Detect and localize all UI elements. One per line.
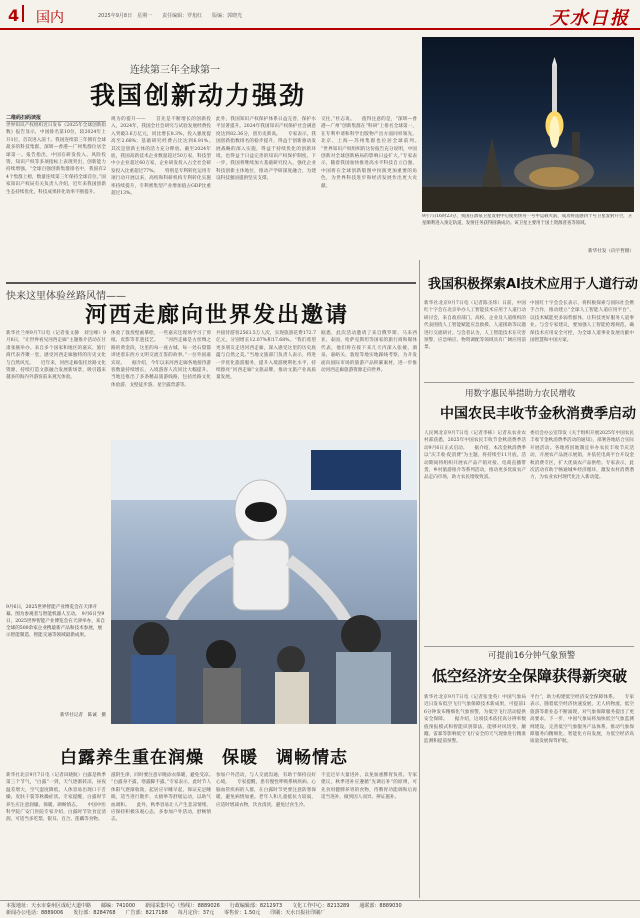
- photo1-credit: 新华社发（向宇哲摄）: [588, 249, 634, 254]
- page-header: [0, 0, 640, 30]
- story3-col2: 滋阴生津，同时要注意早晚添衣保暖，避免受凉。 “白露身不露，寒露脚不露。”专家表示，此时节人体阳气逐渐收敛，起居应早睡早起，保证充足睡眠，适当进行散步、太极拳等舒缓运动，以助气血调和。 此外，秋季容易让人产生悲凉情绪，应保持积极乐观心态，多参加户外活动，舒畅情志。: [111, 773, 211, 823]
- footer-line-1: 本报地址：天水市秦州区成纪大道中路 邮编：741000 新闻采集中心（热线）：8889026 行政编辑部：8212973 文化工作中心：8213289 通联部：8889030: [6, 903, 402, 909]
- section-name: 国内: [36, 10, 64, 26]
- footer-line-2: 新闻办公电话：8889006 发行部：8284768 广告部：8217188 每月定价：37元 零售价：1.50元 印刷：天水日报社印刷厂: [6, 910, 326, 916]
- story3-col4: 不宜过早大量进补，以免加重脾胃负担。专家建议，秋季进补应遵循“先调后补”的原则，可先食用健脾养胃的食物，待脾胃功能调和后再适当进补，做到因人而异、辨证施补。: [321, 773, 417, 801]
- story5-col2: 委员会办公室印发《关于组织开展2025年中国农民丰收节金秋消费季活动的通知》，部署各地结合实际开展活动。各地将因地制宜举办农民丰收节庆活动，开展农产品展示展销，并依托电商平台开设金秋消费专区，扩大优质农产品供给。专家表示，此次活动有助于畅通城乡经济循环，激发农村消费潜力，为农业农村现代化注入新动能。: [530, 431, 634, 481]
- story5-headline: 中国农民丰收节金秋消费季启动: [440, 406, 636, 422]
- section-divider-2: [424, 382, 634, 383]
- story3-col3: 参加户外活动，与人交流沟通，有助于保持良好心境。 专家提醒，患有慢性呼吸系统疾病、心脑血管疾病的人群，在白露时节更要注意防寒保暖，避免病情加重。老年人和儿童抵抗力较弱，应适时增减衣物，饮食清淡，避免过食生冷。: [216, 773, 316, 808]
- story4-headline: 我国积极探索AI技术应用于人道行动: [428, 277, 638, 292]
- issue-meta: 2025年9月8日 星期一 责任编辑：罗旭红 版编：郭晓光: [98, 13, 243, 19]
- column-divider: [419, 260, 420, 898]
- page-footer: [0, 900, 640, 918]
- story6-headline: 低空经济安全保障获得新突破: [432, 667, 628, 685]
- page-number: 4: [8, 6, 20, 25]
- story1-col4: 交往，”杜志说。 值得注意的是，“深圳—香港—广州”创新集群在“科研”上排名全球第一，在专利申请和科学出版物产出方面同样领先。北京、上海—苏州集群也位居全球前列。 “世界知识产权组织的这份报告充分说明，中国创新对全球创新格局的影响日益扩大。”专家表示，随着我国加快推进高水平科技自立自强，中国将在全球创新版图中扮演更加重要的角色，为世界科技进步和经济发展作出更大贡献。: [321, 117, 417, 189]
- story3-col1: 新华社北京9月7日电（记者田晓航）白露是秋季第三个节气，“白露”一到，天气逐渐转凉，昼夜温差增大，空气湿度降低，人体容易出现口干舌燥、皮肤干裂等秋燥症状。专家提醒，白露时节养生应注意润燥、保暖、调畅情志。 中国中医科学院广安门医院专家介绍，白露时节饮食宜清润，可适当多吃梨、银耳、百合、莲藕等食物。: [6, 773, 106, 823]
- story1-kicker: 连续第三年全球第一: [130, 65, 220, 76]
- section-divider-3: [424, 646, 634, 647]
- story1-col1: 世界知识产权组织近日发布《2025年全球创新指数》报告显示，中国排名第10位，较2024年上升1位，首次进入前十。我国连续第三年拥有全球最多的科技集群，深圳—香港—广州集群位居全球第一。报告指出，中国在研发投入、风险投资、知识产权等多项指标上表现突出，创新能力持续增强。“全球百强创新集群排名中，我国有24个集群上榜，数量连续第三年保持全球首位。”国家知识产权局有关负责人介绍，近年来我国创新生态持续优化，科技成果转化效率不断提升。: [6, 123, 106, 195]
- photo2-credit: 新华社记者 陈诚 摄: [60, 713, 106, 718]
- story1-col2: 规为的提升—— 首先是不断增长的创新投入，2024年，我国全社会研究与试验发展经费投入突破3.6万亿元，同比增长8.3%，投入强度提高至2.68%；基础研究经费占比达到6.91%。 其次是创新主体的活力充分释放。截至2024年底，我国高新技术企业数量超过50万家，科技型中小企业超过60万家，企业研发投入占全社会研发投入比重超过77%。 特别是专利转化运用专项行动开展以来，高校和科研机构专利转化实施率持续提升，专利密集型产业增加值占GDP比重超过13%。: [111, 117, 211, 197]
- story3-headline: 白露养生重在润燥 保暖 调畅情志: [60, 748, 348, 768]
- story6-col1: 新华社北京9月7日电（记者张金英）中国气象局近日发布低空飞行气象保障技术新成果，可提前16分钟发布精细化气象预警，为低空飞行活动提供安全保障。 据介绍，这项技术依托高分辨率数值预报模式和智能识别算法，能够对风切变、颠簸、雷暴等影响低空飞行安全的天气现象进行精准监测和提前预警。: [424, 695, 526, 745]
- story6-kicker: 可提前16分钟气象预警: [488, 651, 576, 661]
- story2-headline: 河西走廊向世界发出邀请: [85, 303, 350, 328]
- masthead-logo: 天水日报: [550, 8, 630, 29]
- story2-col1: 新华社兰州9月7日电（记者张文静 刘宝峰）9月6日，“让世界看见河西走廊”主题推介活动在甘肃张掖举办。来自多个国家和地区的嘉宾、旅行商代表齐聚一堂，感受河西走廊独特的历史文化与自然风光。 近年来，河西走廊依托丝路文化资源，持续打造文旅融合发展新场景，吸引越来越多的海内外游客前来观光体验。: [6, 331, 106, 381]
- photo2-caption: 9月6日，2025世界智能产业博览会在天津开幕。图为参观者与智能机器人互动。 9月6日至9日，2025世界智能产业博览会在天津举办，来自全球的500余家企业携最新产品和技术参展，展示智能制造、智能交通等领域最新成果。: [6, 605, 105, 638]
- header-divider: [22, 5, 24, 22]
- story6-col2: 平台”，助力构建低空经济安全保障体系。 专家表示，随着低空经济快速发展，无人机物流、低空旅游等新业态不断涌现，对气象保障服务提出了更高要求。下一步，中国气象局将加快低空气象监测网建设，完善低空气象服务产品体系，推动气象保障服务向精细化、智能化方向发展，为低空经济高质量发展保驾护航。: [530, 695, 634, 745]
- story5-kicker: 用数字惠民举措助力农民增收: [465, 389, 576, 399]
- story4-col1: 新华社北京9月7日电（记者陈圣炜）日前，中国红十字会在北京举办人工智能技术应用于人道行动研讨会，来自政府部门、高校、企业及人道组织的代表围绕人工智能赋能应急救援、人道援助等议题进行交流研讨。与会者认为，人工智能技术在灾害预警、应急响应、物资调配等领域具有广阔应用前景。: [424, 301, 526, 351]
- story1-col3: 此外，我国知识产权保护体系日益完善，保护水平显著提升。2024年我国知识产权保护社会满意度达到82.36分，创历史新高。 专家表示，我国创新指数排名的稳步提升，得益于创新驱动发展战略的深入实施，得益于持续优化的创新环境，也得益于日益完善的知识产权保护制度。下一步，我国将继续加大基础研究投入，强化企业科技创新主体地位，推动产学研深度融合，为建设科技强国提供坚实支撑。: [216, 117, 316, 182]
- photo1-caption: 9月7日16时23分，我国在酒泉卫星发射中心使用快舟一号甲运载火箭，成功将遥感四十号卫星发射升空，卫星顺利进入预定轨道，发射任务获得圆满成功。该卫星主要用于国土资源普查等领域。: [422, 214, 632, 226]
- story2-col3: 共接待游客2563.5万人次，实现旅游花费172.7亿元，分别增长12.07%和17.68%。“我们希望更多朋友走进河西走廊，深入感受这里的历史底蕴与自然之美。”当地文旅部门负责人表示，将进一步优化旅游服务，提升入境游便利化水平，持续擦亮“河西走廊”文旅品牌，推动文旅产业高质量发展。: [216, 331, 316, 381]
- story5-col1: 人民网北京9月7日电（记者李栋）记者从农业农村部获悉，2025年中国农民丰收节金秋消费季活动9月6日正式启动。 据介绍，本次金秋消费季以“庆丰收·促消费”为主题，将持续至11月底，活动期间将组织开展农产品产销对接、电商直播带货、乡村旅游推介等系列活动，推动更多优质农产品走向市场，助力农民增收致富。: [424, 431, 526, 481]
- story4-col2: 中国红十字会会长表示，将积极探索与国际社会携手合作，推动建立“全球人工智能人道应用平台”，以技术赋能更多弱势群体，让科技更好服务人道事业。与会专家建议，要加强人工智能伦理规范，确保技术应用安全可控，为全球人道事业发展贡献中国智慧和中国方案。: [530, 301, 634, 344]
- story2-col4: 据悉，此次活动邀请了来自俄罗斯、马来西亚、泰国、哈萨克斯坦等国家的旅行商和媒体代表，他们将在接下来几天内深入张掖、酒泉、嘉峪关、敦煌等地实地踩线考察，为开发面向国际市场的旅游产品积累素材，进一步推动河西走廊旅游资源走向世界。: [321, 331, 417, 374]
- robot-expo-photo: [111, 440, 417, 724]
- story1-subhead: 二维码扫码读报: [6, 114, 106, 122]
- story2-kicker: 快来这里体验丝路风情——: [6, 291, 126, 302]
- story1-headline: 我国创新动力强劲: [90, 81, 307, 110]
- section-divider-1: [6, 282, 416, 284]
- rocket-launch-photo: [422, 37, 634, 212]
- story2-col2: 体验了敦煌壁画摹绘，一些嘉宾还现场学习了剪纸、皮影等非遗技艺。 “河西走廊是古丝绸之路的黄金段，这里的每一座古城、每一处石窟都讲述着东西方文明交流互鉴的故事。”一位外国嘉宾说。 据介绍，今年以来河西走廊各地接待游客数量持续增长，入境游客人次同比大幅提升。当地还推出了多条精品旅游线路，包括丝路文化体验游、戈壁徒步游、星空露营游等。: [111, 331, 211, 388]
